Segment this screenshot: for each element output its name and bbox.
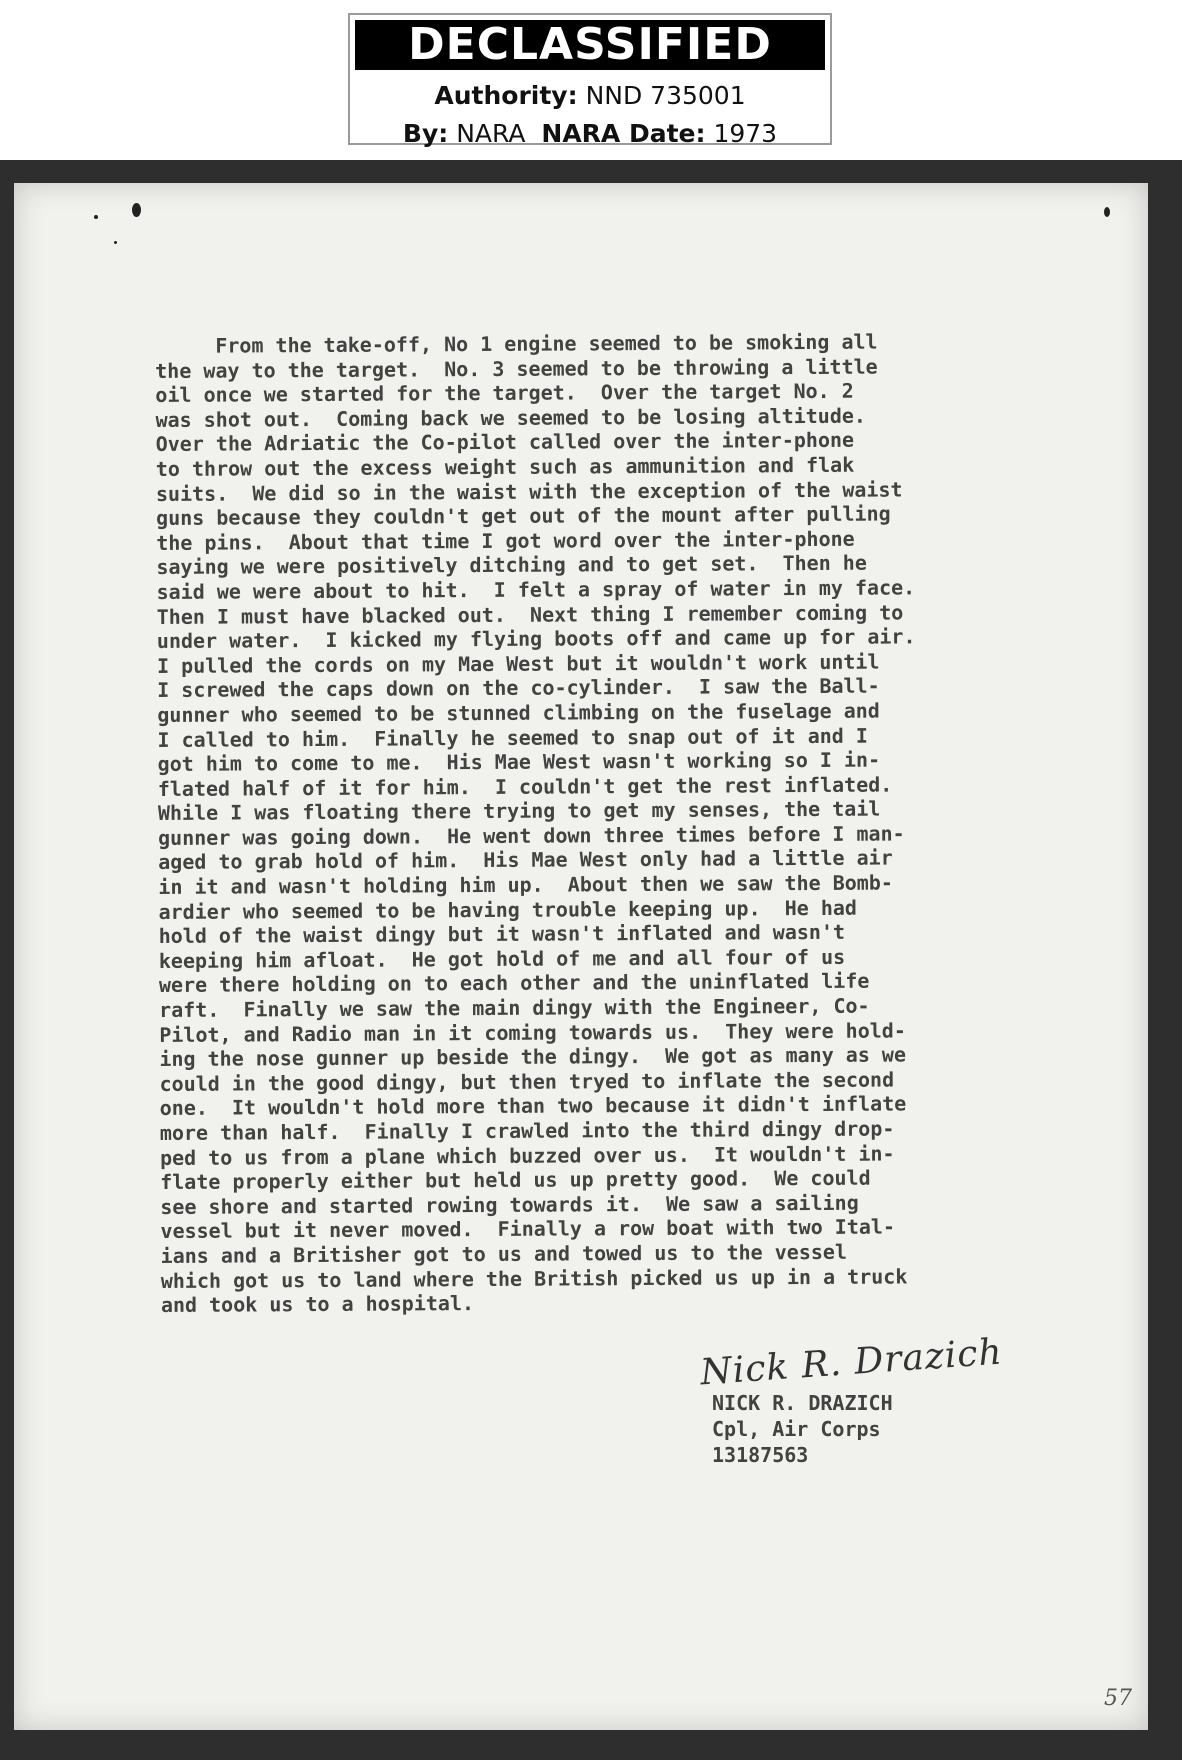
body-line: I pulled the cords on my Mae West but it wouldn't work until: [156, 649, 880, 678]
body-line: gunner who seemed to be stunned climbing on the fuselage and: [157, 698, 880, 727]
body-line: While I was floating there trying to get my senses, the tail: [157, 796, 881, 826]
stamp-authority: [350, 81, 830, 110]
body-line: flated half of it for him. I couldn't get the rest inflated.: [157, 772, 893, 801]
body-line: ing the nose gunner up beside the dingy. We got as many as we: [159, 1042, 907, 1072]
body-line: oil once we started for the target. Over the target No. 2: [155, 378, 854, 408]
body-line: keeping him afloat. He got hold of me and all four of us: [158, 944, 846, 973]
stamp-by-value: NARA: [456, 119, 526, 148]
stamp-authority-value: NND 735001: [585, 81, 746, 110]
body-line: ped to us from a plane which buzzed over us. It wouldn't in-: [159, 1141, 895, 1170]
body-line: guns because they couldn't get out of the mount after pulling: [156, 501, 891, 531]
body-line: the pins. About that time I got word over the inter-phone: [156, 526, 855, 555]
signer-rank: Cpl, Air Corps: [712, 1417, 881, 1441]
body-line: which got us to land where the British picked us up in a truck: [160, 1263, 908, 1293]
body-line: hold of the waist dingy but it wasn't inflated and wasn't: [158, 920, 846, 949]
body-line: Then I must have blacked out. Next thing I remember coming to: [156, 599, 904, 629]
body-line: I screwed the caps down on the co-cylinder. I saw the Ball-: [157, 673, 880, 703]
body-line: one. It wouldn't hold more than two because it didn't inflate: [159, 1091, 907, 1121]
body-line: From the take-off, No 1 engine seemed to be smoking all: [155, 329, 878, 358]
body-line: ardier who seemed to be having trouble keeping up. He had: [158, 895, 857, 924]
stamp-title: DECLASSIFIED: [355, 20, 825, 70]
body-line: suits. We did so in the waist with the exception of the waist: [155, 476, 903, 506]
document-body: [155, 329, 920, 1317]
ink-speck: [114, 241, 117, 244]
body-line: under water. I kicked my flying boots off and came up for air.: [156, 624, 916, 654]
body-line: said we were about to hit. I felt a spray of water in my face.: [156, 575, 916, 604]
signer-name: NICK R. DRAZICH: [712, 1391, 893, 1415]
body-line: Pilot, and Radio man in it coming towards us. They were hold-: [159, 1018, 906, 1047]
body-line: flate properly either but held us up pretty good. We could: [160, 1165, 871, 1195]
body-line: to throw out the excess weight such as ammunition and flak: [155, 452, 855, 481]
page-number: 57: [1104, 1686, 1132, 1711]
body-line: gunner was going down. He went down three times before I man-: [158, 821, 905, 850]
stamp-by-label: By:: [402, 119, 449, 148]
body-line: in it and wasn't holding him up. About then we saw the Bomb-: [158, 870, 893, 900]
body-line: got him to come to me. His Mae West wasn't working so I in-: [157, 747, 881, 777]
stamp-authority-label: Authority:: [434, 81, 578, 110]
stamp-by-date: [350, 119, 830, 148]
body-line: ians and a Britisher got to us and towed us to the vessel: [160, 1239, 848, 1268]
body-line: could in the good dingy, but then tryed to inflate the second: [159, 1067, 895, 1096]
body-line: and took us to a hospital.: [160, 1291, 475, 1318]
ink-speck: [1104, 207, 1110, 217]
body-line: saying we were positively ditching and to get set. Then he: [156, 550, 867, 580]
body-line: was shot out. Coming back we seemed to be losing altitude.: [155, 403, 867, 432]
ink-speck: [132, 203, 141, 217]
body-line: see shore and started rowing towards it. We saw a sailing: [160, 1190, 859, 1219]
stamp-date-value: 1973: [713, 119, 778, 148]
handwritten-signature: Nick R. Drazich: [698, 1331, 1004, 1394]
body-line: were there holding on to each other and the uninflated life: [158, 969, 870, 998]
body-line: I called to him. Finally he seemed to snap out of it and I: [157, 723, 868, 752]
body-line: aged to grab hold of him. His Mae West only had a little air: [158, 845, 893, 875]
body-line: the way to the target. No. 3 seemed to be throwing a little: [155, 354, 878, 383]
signature-block: [712, 1390, 893, 1468]
stamp-date-label: NARA Date:: [541, 119, 706, 148]
signer-serial: 13187563: [712, 1443, 809, 1467]
body-line: vessel but it never moved. Finally a row boat with two Ital-: [160, 1214, 896, 1244]
body-line: raft. Finally we saw the main dingy with the Engineer, Co-: [159, 993, 870, 1023]
body-line: more than half. Finally I crawled into the third dingy drop-: [159, 1116, 895, 1145]
ink-speck: [94, 215, 98, 219]
body-line: Over the Adriatic the Co-pilot called over the inter-phone: [155, 428, 855, 457]
declassified-stamp: [348, 13, 832, 148]
